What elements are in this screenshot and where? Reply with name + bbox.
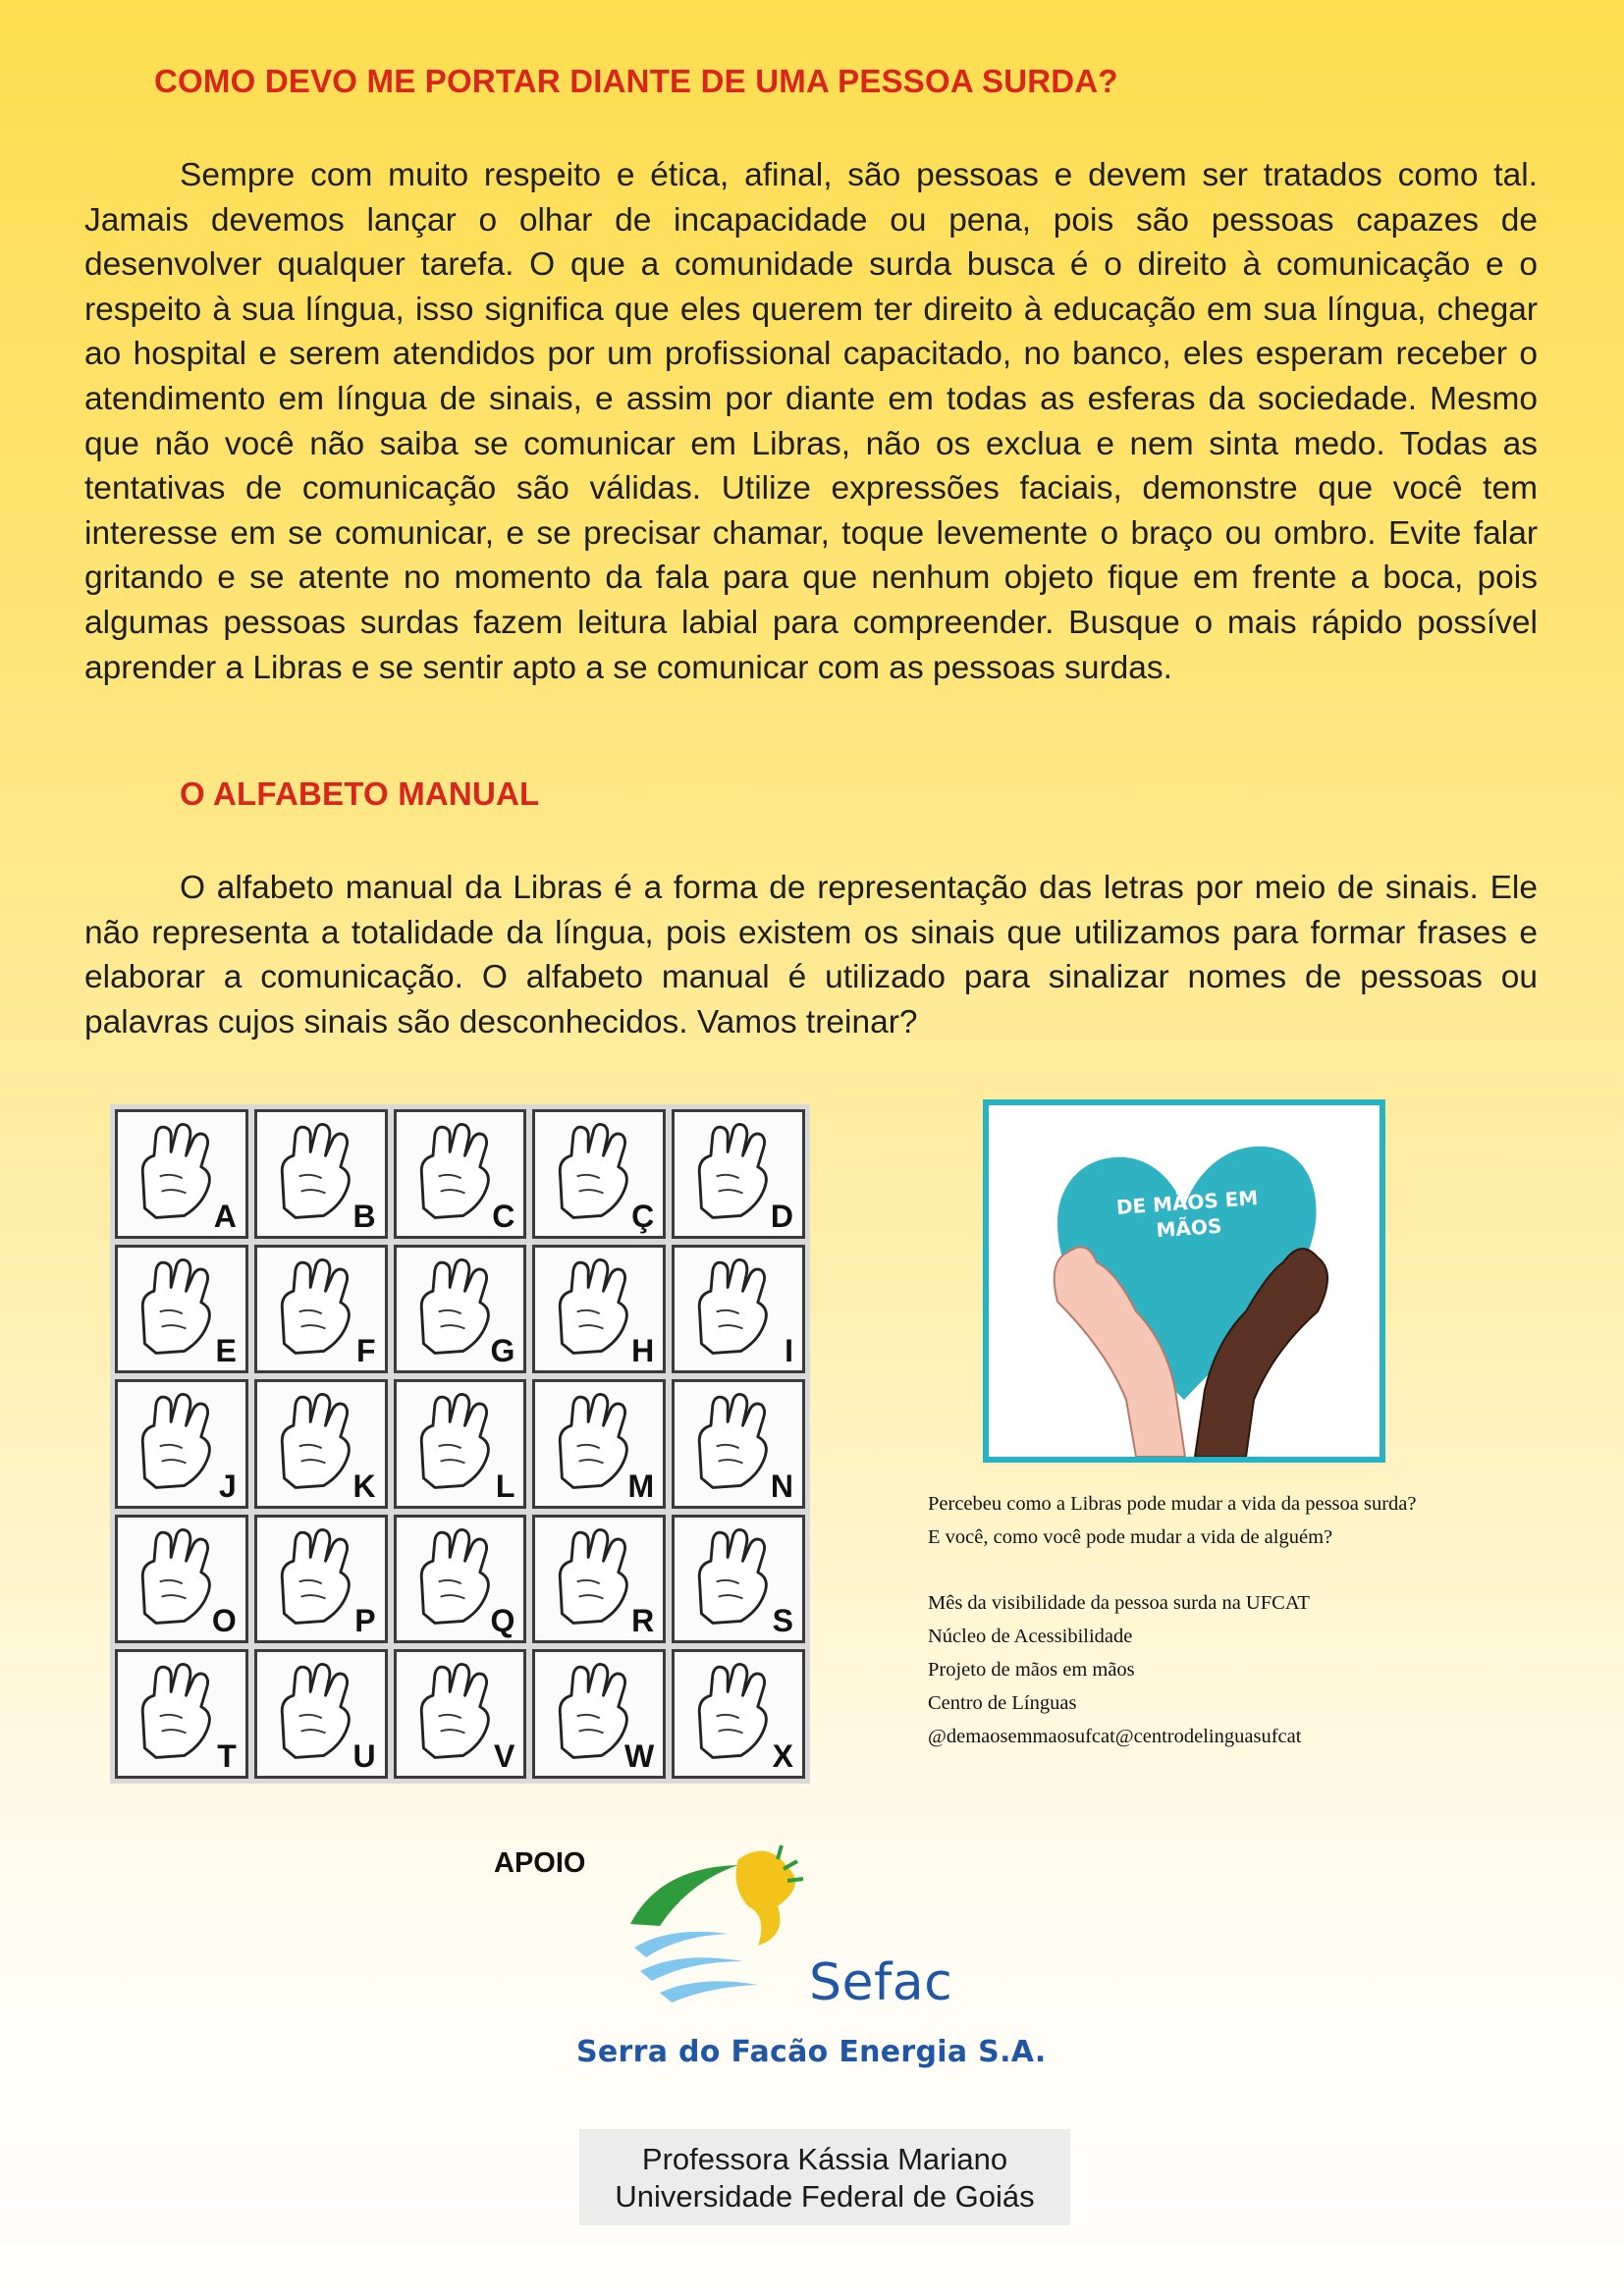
caption-question — [928, 1487, 1417, 1554]
alphabet-letter: G — [490, 1333, 515, 1369]
alphabet-letter: W — [623, 1738, 655, 1774]
alphabet-letter: T — [217, 1738, 237, 1774]
caption-credits — [928, 1586, 1310, 1753]
manual-alphabet-chart — [110, 1104, 810, 1784]
alphabet-letter: X — [772, 1738, 793, 1774]
hand-sign-icon — [684, 1254, 779, 1362]
hand-sign-icon — [267, 1523, 361, 1631]
alphabet-letter: H — [631, 1333, 655, 1369]
alphabet-cell — [672, 1109, 805, 1239]
alphabet-letter: V — [494, 1738, 515, 1774]
alphabet-cell — [672, 1649, 805, 1779]
alphabet-letter: Ç — [631, 1198, 655, 1234]
alphabet-cell — [394, 1515, 527, 1644]
hand-sign-icon — [406, 1523, 501, 1631]
hand-sign-icon — [684, 1388, 779, 1496]
hand-sign-icon — [128, 1523, 222, 1631]
alphabet-cell — [254, 1245, 388, 1374]
alphabet-letter: S — [772, 1603, 793, 1639]
alphabet-cell — [532, 1379, 666, 1509]
alphabet-cell — [532, 1245, 666, 1374]
hands-heart-icon — [989, 1105, 1380, 1457]
hand-sign-icon — [545, 1388, 639, 1496]
caption-line: Núcleo de Acessibilidade — [928, 1626, 1133, 1647]
hand-sign-icon — [406, 1388, 501, 1496]
alphabet-cell — [254, 1515, 388, 1644]
caption-line: E você, como você pode mudar a vida de alguém? — [928, 1526, 1333, 1548]
alphabet-cell — [394, 1379, 527, 1509]
alphabet-cell — [115, 1109, 248, 1239]
hand-sign-icon — [267, 1388, 361, 1496]
alphabet-letter: O — [211, 1603, 237, 1639]
hand-sign-icon — [406, 1254, 501, 1362]
hand-sign-icon — [267, 1658, 361, 1766]
heart-label-line2: MÃOS — [1155, 1213, 1223, 1243]
alphabet-letter: P — [354, 1603, 376, 1639]
alphabet-letter: D — [770, 1198, 793, 1234]
sefac-wordmark: Sefac — [809, 1953, 953, 2012]
hand-sign-icon — [684, 1118, 779, 1226]
author-credit — [579, 2129, 1070, 2225]
hand-sign-icon — [406, 1658, 501, 1766]
alphabet-letter: Q — [490, 1603, 515, 1639]
heart-label-line1: DE MÃOS EM — [1115, 1186, 1260, 1220]
alphabet-letter: K — [352, 1468, 376, 1504]
alphabet-cell — [115, 1515, 248, 1644]
heart-label — [1112, 1185, 1263, 1246]
alphabet-cell — [672, 1515, 805, 1644]
alphabet-cell — [254, 1109, 388, 1239]
hand-sign-icon — [684, 1658, 779, 1766]
section-heading-how-to-behave: COMO DEVO ME PORTAR DIANTE DE UMA PESSOA SURDA? — [154, 63, 1118, 99]
sefac-logo-icon — [621, 1838, 817, 2014]
caption-social-handles: @demaosemmaosufcat@centrodelinguasufcat — [928, 1726, 1302, 1747]
alphabet-cell — [394, 1649, 527, 1779]
sefac-company-name: Serra do Facão Energia S.A. — [576, 2035, 1047, 2069]
alphabet-letter: R — [631, 1603, 655, 1639]
hand-sign-icon — [545, 1254, 639, 1362]
alphabet-cell — [532, 1109, 666, 1239]
author-institution: Universidade Federal de Goiás — [615, 2179, 1035, 2214]
hand-sign-icon — [545, 1118, 639, 1226]
alphabet-letter: U — [352, 1738, 376, 1774]
caption-line: Projeto de mãos em mãos — [928, 1659, 1135, 1681]
de-maos-em-maos-illustration — [983, 1099, 1385, 1463]
support-label: APOIO — [494, 1847, 586, 1879]
section-heading-manual-alphabet: O ALFABETO MANUAL — [180, 775, 540, 812]
alphabet-letter: N — [770, 1468, 793, 1504]
alphabet-cell — [672, 1245, 805, 1374]
caption-line: Centro de Línguas — [928, 1692, 1077, 1714]
alphabet-letter: E — [215, 1333, 237, 1369]
alphabet-cell — [394, 1109, 527, 1239]
alphabet-cell — [115, 1649, 248, 1779]
alphabet-cell — [115, 1379, 248, 1509]
alphabet-cell — [532, 1649, 666, 1779]
author-name: Professora Kássia Mariano — [641, 2142, 1008, 2176]
hand-sign-icon — [128, 1254, 222, 1362]
alphabet-cell — [115, 1245, 248, 1374]
hand-sign-icon — [684, 1523, 779, 1631]
alphabet-letter: L — [495, 1468, 515, 1504]
alphabet-cell — [254, 1649, 388, 1779]
hand-sign-icon — [406, 1118, 501, 1226]
hand-sign-icon — [545, 1523, 639, 1631]
hand-sign-icon — [267, 1254, 361, 1362]
hand-sign-icon — [128, 1658, 222, 1766]
alphabet-letter: M — [627, 1468, 655, 1504]
alphabet-letter: A — [213, 1198, 237, 1234]
alphabet-letter: F — [356, 1333, 376, 1369]
alphabet-letter: C — [492, 1198, 515, 1234]
behavior-paragraph: Sempre com muito respeito e ética, afinal, são pessoas e devem ser tratados como tal. Jamais devemos lançar o olhar de incapacidade ou pena, pois são pessoas capazes de desenvolver qualquer tarefa. O que a comunidade surda busca é o direito à comunicação e o respeito à sua língua, isso significa que eles querem ter direito à educação em sua língua, chegar ao hospital e serem atendidos por um profissional capacitado, no banco, eles esperam receber o atendimento em língua de sinais, e assim por diante em todas as esferas da sociedade. Mesmo que não você não saiba se comunicar em Libras, não os exclua e nem sinta medo. Todas as tentativas de comunicação são válidas. Utilize expressões faciais, demonstre que você tem interesse em se comunicar, e se precisar chamar, toque levemente o braço ou ombro. Evite falar gritando e se atente no momento da fala para que nenhum objeto fique em frente a boca, pois algumas pessoas surdas fazem leitura labial para compreender. Busque o mais rápido possível aprender a Libras e se sentir apto a se comunicar com as pessoas surdas. — [84, 157, 1538, 686]
alphabet-cell — [672, 1379, 805, 1509]
hand-sign-icon — [267, 1118, 361, 1226]
alphabet-letter: J — [219, 1468, 237, 1504]
alphabet-cell — [394, 1245, 527, 1374]
caption-line: Mês da visibilidade da pessoa surda na UFCAT — [928, 1592, 1310, 1614]
alphabet-cell — [532, 1515, 666, 1644]
hand-sign-icon — [128, 1388, 222, 1496]
alphabet-paragraph: O alfabeto manual da Libras é a forma de representação das letras por meio de sinais. Ele não representa a totalidade da língua, pois existem os sinais que utilizamos para formar frases e elaborar a comunicação. O alfabeto manual é utilizado para sinalizar nomes de pessoas ou palavras cujos sinais são desconhecidos. Vamos treinar? — [84, 870, 1538, 1041]
alphabet-cell — [254, 1379, 388, 1509]
hand-sign-icon — [128, 1118, 222, 1226]
caption-line: Percebeu como a Libras pode mudar a vida da pessoa surda? — [928, 1493, 1417, 1515]
alphabet-letter: B — [352, 1198, 376, 1234]
alphabet-letter: I — [785, 1333, 793, 1369]
